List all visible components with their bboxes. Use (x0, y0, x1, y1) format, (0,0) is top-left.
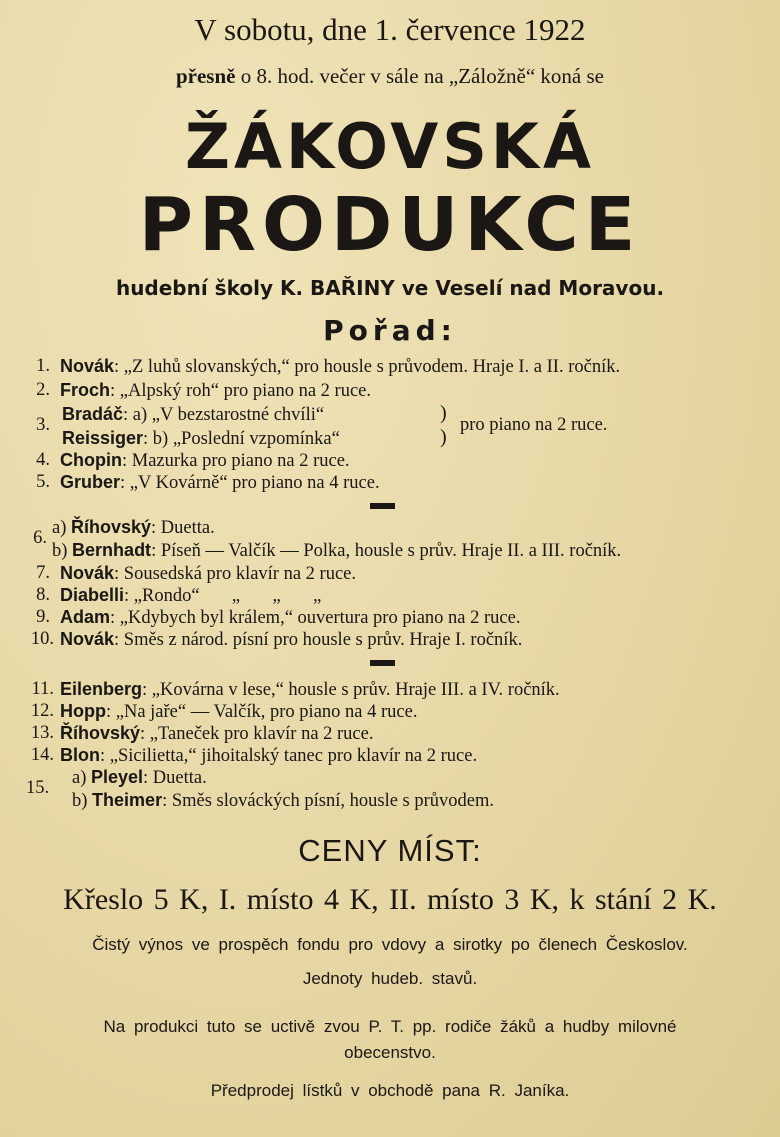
proceeds-note-2: Jednoty hudeb. stavů. (302, 969, 478, 988)
item-text: : Mazurka pro piano na 2 ruce. (121, 451, 350, 471)
item-text: : Směs slováckých písní, housle s průvodem. (162, 791, 495, 811)
item-number: 7. (36, 563, 50, 583)
section-divider (370, 660, 395, 666)
item-text: : „Na jaře“ — Valčík, pro piano na 4 ruce. (105, 702, 418, 722)
item-content (52, 540, 621, 562)
composer: Hopp (60, 701, 106, 721)
composer: Novák (60, 356, 115, 376)
item-prefix: a) (52, 518, 67, 538)
prices-title: CENY MÍST: (298, 833, 482, 868)
item-number: 4. (36, 450, 50, 470)
item-text: : Sousedská pro klavír na 2 ruce. (114, 564, 357, 584)
item-content (60, 679, 560, 701)
item-content (72, 790, 494, 812)
item-content (60, 629, 522, 651)
item-number: 6. (33, 528, 47, 548)
item-content (60, 380, 371, 402)
subtitle: hudební školy K. BAŘINY ve Veselí nad Moravou. (115, 276, 665, 300)
invitation-note-2: obecenstvo. (344, 1043, 436, 1062)
item-prefix: a) (72, 768, 87, 788)
item-number: 12. (30, 701, 54, 721)
composer: Bradáč (62, 404, 124, 424)
item-shared-text: pro piano na 2 ruce. (460, 415, 608, 435)
item-content (60, 745, 477, 767)
section-divider (370, 503, 395, 509)
item-content (52, 517, 215, 539)
item-text: : „Rondo“ „ „ „ (124, 586, 322, 606)
composer: Diabelli (60, 585, 125, 605)
item-prefix: b) (52, 541, 68, 561)
item-number: 11. (31, 679, 54, 699)
item-text: : „Kovárna v lese,“ housle s prův. Hraje III. a IV. ročník. (142, 680, 560, 700)
item-number: 10. (30, 629, 54, 649)
title-line-2: PRODUKCE (138, 182, 642, 268)
item-text: : Duetta. (143, 768, 207, 788)
item-number: 13. (30, 723, 54, 743)
composer: Froch (60, 380, 111, 400)
program-heading: Pořad: (323, 314, 457, 347)
item-number: 3. (36, 415, 50, 435)
item-number: 9. (36, 607, 50, 627)
item-content (60, 607, 520, 629)
item-content (60, 563, 356, 585)
item-text: : „Sicilietta,“ jihoitalský tanec pro klavír na 2 ruce. (100, 746, 478, 766)
time-text: o 8. hod. večer v sále na „Záložně“ koná se (240, 64, 604, 88)
item-text: : „Alpský roh“ pro piano na 2 ruce. (110, 381, 371, 401)
item-text: : „Kdybych byl králem,“ ouvertura pro piano na 2 ruce. (110, 608, 521, 628)
item-content (60, 585, 321, 607)
item-content (60, 472, 380, 494)
item-content (62, 428, 340, 450)
time-line (0, 64, 780, 89)
brace-mark: ) (440, 402, 447, 424)
composer: Říhovský (60, 723, 141, 743)
item-number: 1. (36, 356, 50, 376)
item-content (60, 450, 350, 472)
brace-mark: ) (440, 426, 447, 448)
composer: Bernhadt (72, 540, 152, 560)
item-text: : „V Kovárně“ pro piano na 4 ruce. (120, 473, 380, 493)
item-content (60, 356, 620, 378)
composer: Adam (60, 607, 111, 627)
item-text: : b) „Poslední vzpomínka“ (143, 429, 340, 449)
item-number: 8. (36, 585, 50, 605)
item-number: 14. (30, 745, 54, 765)
item-number: 15. (26, 778, 50, 798)
item-content (60, 701, 417, 723)
composer: Eilenberg (60, 679, 143, 699)
item-number: 5. (36, 472, 50, 492)
item-text: : Píseň — Valčík — Polka, housle s prův. Hraje II. a III. ročník. (151, 541, 622, 561)
proceeds-note: Čistý výnos ve prospěch fondu pro vdovy a sirotky po členech Českoslov. (92, 935, 688, 954)
title-line-1: ŽÁKOVSKÁ (185, 110, 595, 183)
item-content (72, 767, 207, 789)
date-line: V sobotu, dne 1. července 1922 (194, 12, 586, 47)
prices-line: Křeslo 5 K, I. místo 4 K, II. místo 3 K, k stání 2 K. (63, 883, 717, 916)
time-emphasis: přesně (175, 64, 236, 88)
item-text: : a) „V bezstarostné chvíli“ (123, 405, 325, 425)
item-number: 2. (36, 380, 50, 400)
item-text: : Duetta. (151, 518, 215, 538)
item-text: : „Taneček pro klavír na 2 ruce. (140, 724, 374, 744)
composer: Reissiger (62, 428, 144, 448)
item-prefix: b) (72, 791, 88, 811)
composer: Říhovský (71, 517, 152, 537)
composer: Gruber (60, 472, 121, 492)
composer: Chopin (60, 450, 122, 470)
composer: Novák (60, 629, 115, 649)
item-content (62, 404, 324, 426)
item-content (60, 723, 373, 745)
invitation-note: Na produkci tuto se uctivě zvou P. T. pp. rodiče žáků a hudby milovné (103, 1017, 677, 1036)
item-text: : „Z luhů slovanských,“ pro housle s průvodem. Hraje I. a II. ročník. (114, 357, 621, 377)
item-text: : Směs z národ. písní pro housle s prův. Hraje I. ročník. (114, 630, 523, 650)
presale-note: Předprodej lístků v obchodě pana R. Janíka. (210, 1081, 570, 1100)
composer: Pleyel (91, 767, 144, 787)
composer: Theimer (92, 790, 163, 810)
composer: Blon (60, 745, 100, 765)
composer: Novák (60, 563, 115, 583)
